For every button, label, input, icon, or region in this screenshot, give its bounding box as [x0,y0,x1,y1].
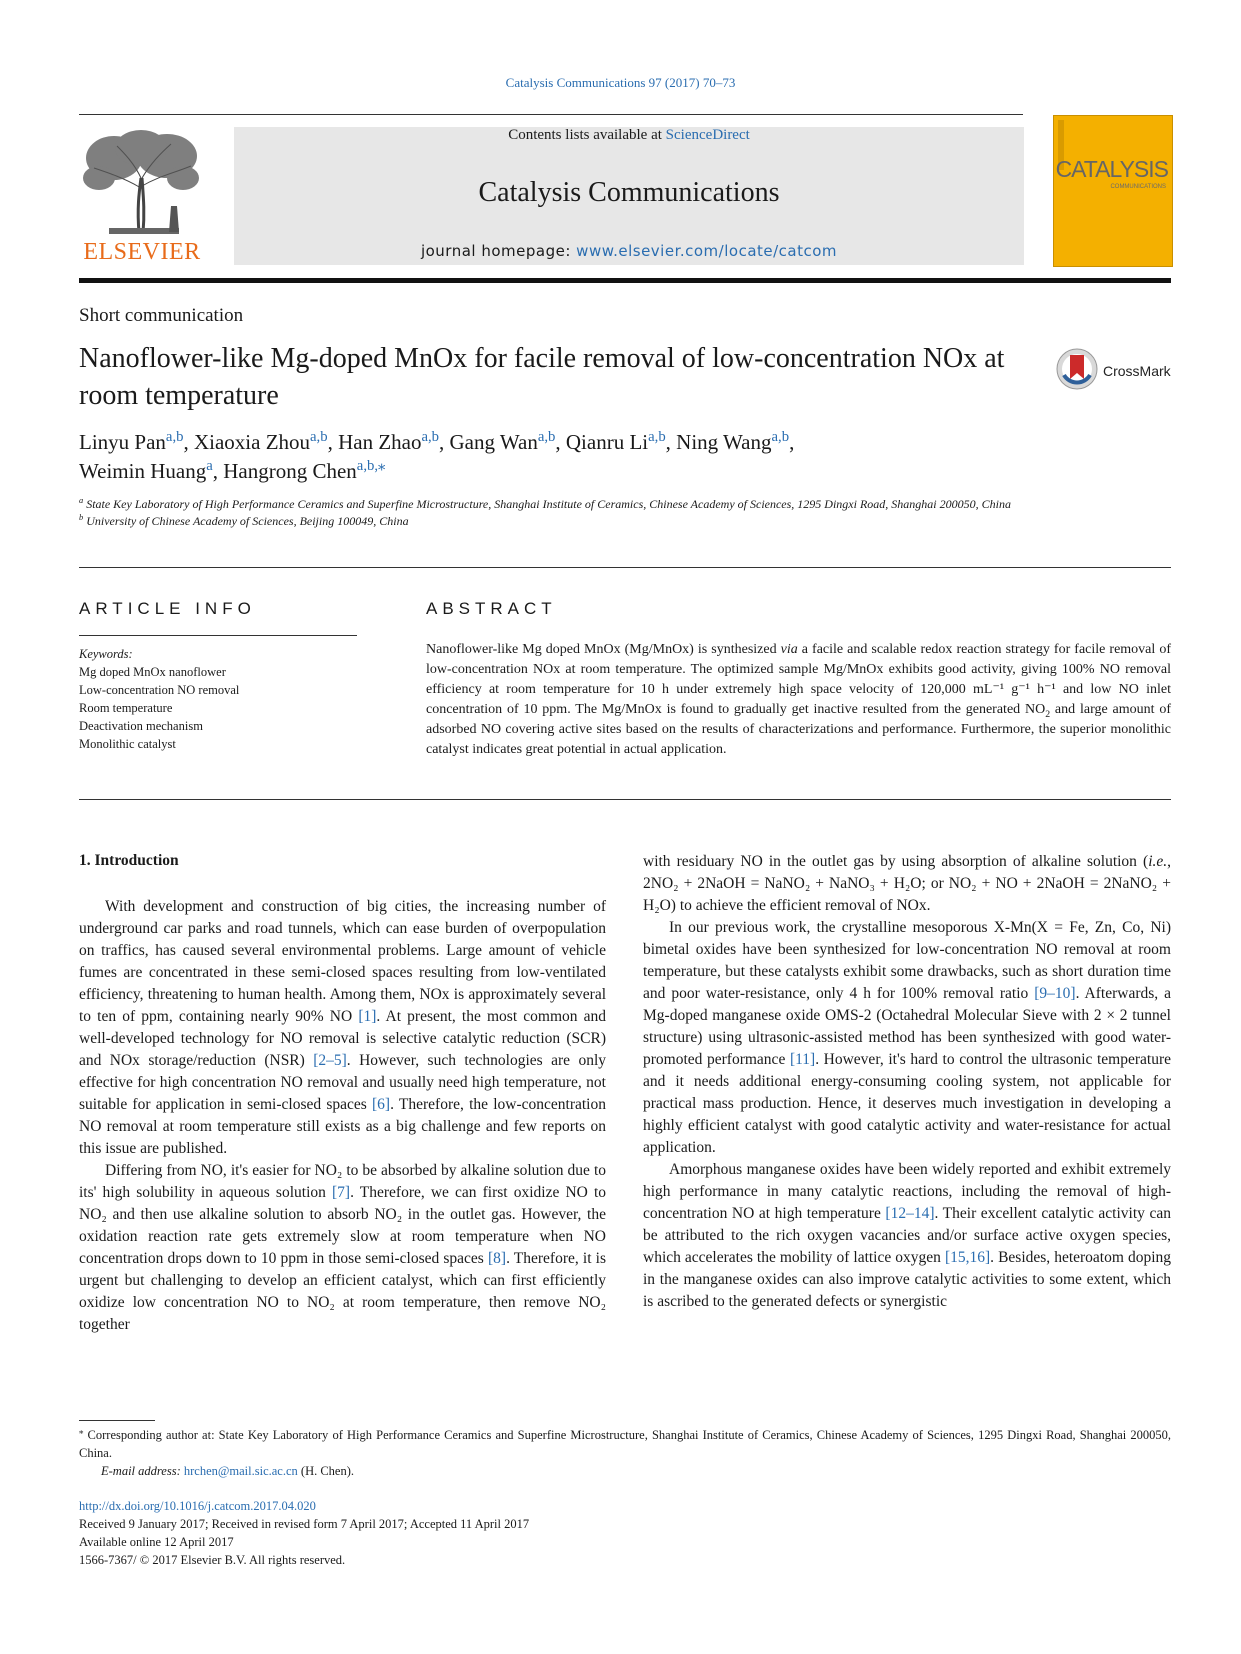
text-run: . Therefore, it is urgent but challenging to develop an efficient catalyst, which can first efficiently oxidize low concentration NO to NO₂ at room temperature, then remove NO₂ together [79,1250,606,1333]
author-name: Linyu Pan [79,430,166,454]
citation-link[interactable]: [15,16] [944,1249,991,1266]
text-run: . At present, the most common and well-developed technology for NO removal is selective catalytic reduction (SCR) and NOx storage/reduction (NSR) [79,1008,607,1069]
sciencedirect-link[interactable]: ScienceDirect [665,127,750,143]
text-run: . Their excellent catalytic activity can be attributed to the rich oxygen vacancies and/or surface active oxygen species, which accelerates the mobility of lattice oxygen [643,1205,1171,1266]
author [676,430,794,454]
email-label: E-mail address: [101,1464,181,1478]
citation-link[interactable]: [12–14] [885,1205,935,1222]
email-link[interactable]: hrchen@mail.sic.ac.cn [183,1464,298,1478]
italic-run: i.e. [1148,853,1168,870]
author [79,430,194,454]
elsevier-logo [79,128,205,266]
abstract-segment: a facile and scalable redox reaction strategy for facile removal of low-concentration NOx at room temperature. The optimized sample Mg/MnOx exhibits good activity, giving 100% NO removal efficiency at room temperature for 10 h under extremely high space velocity of 120,000 mL⁻¹ g⁻¹ h⁻¹ and low NO inlet concentration of 10 ppm. The Mg/MnOx is found to gradually get inactive resulted from the generated NO [426,642,1171,717]
article-info-heading: ARTICLE INFO [79,599,256,618]
text-run: , 2NO₂ + 2NaOH = NaNO₂ + NaNO₃ + H₂O; or NO₂ + NO + 2NaOH = 2NaNO₂ + H₂O) to achieve the efficient removal of NOx. [643,853,1171,914]
text-run: In our previous work, the crystalline mesoporous X-Mn(X = Fe, Zn, Co, Ni) bimetal oxides have been synthesized for low-concentration NO removal at room temperature, but these catalysts exhibit some drawbacks, such as short duration time and poor water-resistance, only 4 h for 100% removal ratio [643,919,1171,1002]
footnote-text-line [79,1426,1171,1462]
body-column-right [643,851,1171,1313]
homepage-prefix: journal homepage: [420,242,571,260]
author-separator: , [327,430,339,454]
corresponding-author-footnote [79,1426,1171,1480]
author [566,430,676,454]
homepage-link[interactable]: www.elsevier.com/locate/catcom [576,242,838,260]
crossmark-label: CrossMark [1103,363,1171,379]
doi-link[interactable]: http://dx.doi.org/10.1016/j.catcom.2017.04.020 [79,1499,316,1513]
keyword: Deactivation mechanism [79,719,203,733]
contents-line [234,127,1024,144]
journal-name: Catalysis Communications [478,177,780,208]
author-affiliation-mark[interactable]: a,b [648,429,666,445]
abstract-text [426,640,1171,760]
author [450,430,566,454]
text-run: Amorphous manganese oxides have been widely reported and exhibit extremely high performance in many catalytic reactions, including the removal of high-concentration NO at high temperature [643,1161,1171,1222]
footnote-mark: ⁎ [79,1425,84,1436]
author-name: Gang Wan [449,430,538,454]
author-affiliation-mark[interactable]: a,b,⁎ [356,458,386,474]
keyword: Low-concentration NO removal [79,683,240,697]
crossmark-icon [1055,347,1099,391]
affiliation [79,496,1079,513]
email-owner: (H. Chen). [300,1464,355,1478]
available-online: Available online 12 April 2017 [79,1535,234,1549]
author-name: Hangrong Chen [223,459,357,483]
text-run: . Therefore, we can first oxidize NO to NO₂ and then use alkaline solution to absorb NO₂ in the outlet gas. However, the oxidation reaction rate gets extremely slow at room temperature when NO concentration drops down to 10 ppm in those semi-closed spaces [79,1184,606,1267]
author-list [79,428,1079,486]
author-name: Weimin Huang [79,459,207,483]
abstract-bottom-rule [79,799,1171,800]
copyright: 1566-7367/ © 2017 Elsevier B.V. All rights reserved. [79,1553,346,1567]
contents-prefix: Contents lists available at [508,127,662,143]
paragraph [79,896,606,1160]
author-affiliation-mark[interactable]: a,b [165,429,184,445]
author-separator: , [665,430,677,454]
journal-header-box [234,127,1024,265]
author-name: Ning Wang [676,430,772,454]
affiliation-mark: b [79,513,84,522]
paragraph [643,1159,1171,1313]
affiliations [79,496,1079,530]
author-name: Han Zhao [338,430,422,454]
citation-link[interactable]: [6] [372,1096,391,1113]
abstract-italic: via [780,642,798,657]
abstract-segment: Nanoflower-like Mg doped MnOx (Mg/MnOx) is synthesized [426,642,781,657]
keywords-label: Keywords: [79,647,133,661]
citation-link[interactable]: [8] [487,1250,507,1267]
header-top-rule [79,114,1023,115]
abstract-heading: ABSTRACT [426,599,557,618]
publication-info [79,1497,529,1569]
author-name: Xiaoxia Zhou [193,430,311,454]
keywords-block [79,645,357,753]
paragraph [643,851,1171,917]
text-run: . However, it's hard to control the ultrasonic temperature and it needs additional energy-consuming cooling system, not applicable for practical mass production. Hence, it deserves much investigation in developing a highly efficient catalyst with good catalytic activity and water-resistance for actual application. [643,1051,1171,1156]
author [194,430,338,454]
affiliation-rule [79,567,1171,568]
affiliation-text: State Key Laboratory of High Performance Ceramics and Superfine Microstructure, Shanghai Institute of Ceramics, Chinese Academy of Sciences, 1295 Dingxi Road, Shanghai 200050, China [86,497,1011,511]
author-separator: , [555,430,566,454]
journal-reference[interactable]: Catalysis Communications 97 (2017) 70–73 [505,75,736,90]
header-bottom-rule [79,278,1171,283]
cover-title: CATALYSIS [1055,156,1168,182]
text-run: . Afterwards, a Mg-doped manganese oxide OMS-2 (Octahedral Molecular Sieve with 2 × 2 tunnel structure) using ultrasonic-assisted method has been synthesized with good water-promoted performance [643,985,1171,1068]
article-info-rule [79,635,357,636]
paragraph [643,917,1171,1159]
affiliation [79,513,1079,530]
publisher-wordmark: ELSEVIER [83,239,201,265]
text-run: Differing from NO, it's easier for NO₂ to be absorbed by alkaline solution due to its' high solubility in aqueous solution [79,1162,606,1201]
affiliation-text: University of Chinese Academy of Sciences, Beijing 100049, China [86,514,409,528]
body-column-left [79,896,606,1336]
elsevier-tree-icon [79,128,205,238]
cover-subtitle: COMMUNICATIONS [1110,184,1166,190]
author-affiliation-mark[interactable]: a [206,458,213,474]
citation-link[interactable]: [7] [332,1184,351,1201]
abstract-segment: and large amount of adsorbed NO covering active sites based on the results of characterizations and performance. Furthermore, the superior monolithic catalyst indicates great potential in actual application. [426,702,1171,757]
footnote-rule [79,1420,155,1421]
section-heading-introduction: 1. Introduction [79,852,179,869]
author-separator: , [789,430,795,454]
author [338,430,449,454]
citation-link[interactable]: [1] [358,1008,377,1025]
author-separator: , [212,459,224,483]
affiliation-mark: a [79,496,84,505]
history-dates: Received 9 January 2017; Received in revised form 7 April 2017; Accepted 11 April 2017 [79,1517,530,1531]
crossmark-badge[interactable] [1055,347,1185,395]
keyword: Room temperature [79,701,173,715]
author-affiliation-mark[interactable]: a,b [537,429,556,445]
homepage-line [234,242,1024,260]
journal-cover-thumbnail[interactable] [1053,115,1173,267]
author-separator: , [439,430,450,454]
author-affiliation-mark[interactable]: a,b [310,429,328,445]
text-run: . However, such technologies are only effective for high concentration NO removal and usually need high temperature, not suitable for application in semi-closed spaces [79,1052,606,1113]
footnote-text: Corresponding author at: State Key Laboratory of High Performance Ceramics and Superfine Microstructure, Shanghai Institute of Ceramics, Chinese Academy of Sciences, 1295 Dingxi Road, Shanghai 200050, China. [79,1428,1172,1460]
abstract-subscript: 2 [1045,708,1051,720]
text-run: with residuary NO in the outlet gas by using absorption of alkaline solution ( [643,853,1149,870]
citation-link[interactable]: [11] [789,1051,816,1068]
paragraph [79,1160,606,1336]
author-name: Qianru Li [565,430,649,454]
keyword: Monolithic catalyst [79,737,176,751]
author-affiliation-mark[interactable]: a,b [771,429,790,445]
keyword: Mg doped MnOx nanoflower [79,665,226,679]
text-run: With development and construction of big cities, the increasing number of underground car parks and road tunnels, which can ease burden of overpopulation on traffics, has caused several environmental problems. Large amount of vehicle fumes are concentrated in these semi-closed spaces resulting from low-ventilated efficiency, threatening to human health. Among them, NOx is approximately several to ten of ppm, containing nearly 90% NO [79,898,606,1025]
author-affiliation-mark[interactable]: a,b [421,429,440,445]
citation-link[interactable]: [9–10] [1034,985,1076,1002]
text-run: . Besides, heteroatom doping in the manganese oxides can also improve catalytic activities to some extent, which is ascribed to the generated defects or synergistic [643,1249,1171,1310]
email-line [79,1462,1171,1480]
article-type: Short communication [79,305,244,326]
author-separator: , [183,430,194,454]
author [223,459,385,483]
text-run: . Therefore, the low-concentration NO removal at room temperature still exists as a big challenge and few reports on this issue are published. [79,1096,606,1157]
author [79,459,223,483]
article-title: Nanoflower-like Mg-doped MnOx for facile removal of low-concentration NOx at room temperature [79,343,1005,411]
citation-link[interactable]: [2–5] [313,1052,347,1069]
